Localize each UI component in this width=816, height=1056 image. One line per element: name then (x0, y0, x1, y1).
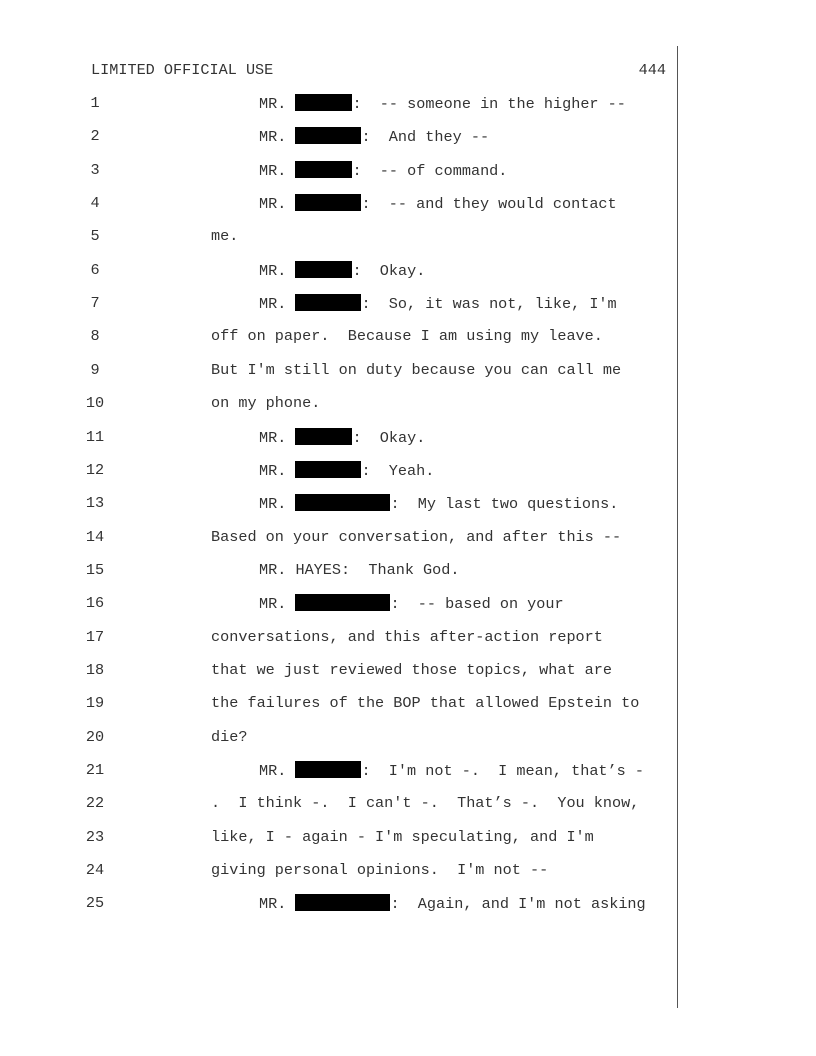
right-margin-rule (677, 46, 678, 1008)
line-text: : Okay. (352, 262, 426, 280)
line-number: 15 (85, 561, 105, 579)
speaker-prefix: MR. (259, 495, 287, 513)
speaker-prefix: MR. (259, 462, 287, 480)
redaction-box (295, 428, 352, 445)
line-text: MR. HAYES: Thank God. (259, 561, 460, 579)
page-number: 444 (638, 61, 666, 79)
line-number: 11 (85, 428, 105, 446)
speaker-prefix: MR. (259, 262, 287, 280)
speaker-prefix: MR. (259, 162, 287, 180)
line-text: the failures of the BOP that allowed Epstein to (211, 694, 640, 712)
transcript-line (211, 227, 238, 245)
line-text: : Yeah. (361, 462, 435, 480)
line-number: 1 (90, 94, 100, 112)
line-text: giving personal opinions. I'm not -- (211, 861, 549, 879)
line-text: Based on your conversation, and after this -- (211, 528, 622, 546)
redaction-box (295, 494, 390, 511)
line-text: : -- of command. (352, 162, 508, 180)
line-text: like, I - again - I'm speculating, and I'm (211, 828, 594, 846)
line-text: : I'm not -. I mean, that’s - (361, 762, 645, 780)
transcript-line (259, 127, 489, 146)
line-number: 8 (90, 327, 100, 345)
redaction-box (295, 161, 352, 178)
transcript-line (211, 694, 639, 712)
line-number: 23 (85, 828, 105, 846)
speaker-prefix: MR. (259, 195, 287, 213)
transcript-line (259, 594, 564, 613)
line-text: : My last two questions. (390, 495, 619, 513)
transcript-line (259, 561, 460, 579)
redaction-box (295, 94, 352, 111)
header-classification: LIMITED OFFICIAL USE (91, 61, 274, 79)
line-number: 2 (90, 127, 100, 145)
line-text: conversations, and this after-action report (211, 628, 603, 646)
line-number: 22 (85, 794, 105, 812)
speaker-prefix: MR. (259, 295, 287, 313)
line-number: 9 (90, 361, 100, 379)
line-number: 18 (85, 661, 105, 679)
transcript-line (259, 494, 618, 513)
redaction-box (295, 594, 390, 611)
redaction-box (295, 194, 361, 211)
transcript-line (259, 428, 425, 447)
speaker-prefix: MR. (259, 128, 287, 146)
transcript-line (259, 161, 507, 180)
transcript-line (211, 828, 594, 846)
redaction-box (295, 261, 352, 278)
redaction-box (295, 761, 361, 778)
line-number: 5 (90, 227, 100, 245)
transcript-line (211, 861, 548, 879)
line-text: : Okay. (352, 429, 426, 447)
line-number: 14 (85, 528, 105, 546)
transcript-line (211, 327, 603, 345)
speaker-prefix: MR. (259, 595, 287, 613)
redaction-box (295, 127, 361, 144)
line-text: : -- based on your (390, 595, 564, 613)
transcript-line (259, 894, 646, 913)
transcript-line (259, 294, 617, 313)
redaction-box (295, 294, 361, 311)
line-text: But I'm still on duty because you can call me (211, 361, 622, 379)
line-text: me. (211, 227, 239, 245)
line-text: : So, it was not, like, I'm (361, 295, 617, 313)
line-text: that we just reviewed those topics, what are (211, 661, 613, 679)
speaker-prefix: MR. (259, 429, 287, 447)
transcript-line (259, 194, 617, 213)
line-number: 19 (85, 694, 105, 712)
redaction-box (295, 894, 390, 911)
line-text: : And they -- (361, 128, 490, 146)
transcript-line (211, 794, 639, 812)
speaker-prefix: MR. (259, 895, 287, 913)
transcript-line (259, 94, 626, 113)
transcript-line (259, 261, 425, 280)
speaker-prefix: MR. (259, 95, 287, 113)
line-text: . I think -. I can't -. That’s -. You know, (211, 794, 640, 812)
line-number: 6 (90, 261, 100, 279)
redaction-box (295, 461, 361, 478)
line-number: 20 (85, 728, 105, 746)
speaker-prefix: MR. (259, 762, 287, 780)
line-text: on my phone. (211, 394, 321, 412)
transcript-line (259, 461, 434, 480)
transcript-line (211, 528, 621, 546)
line-number: 25 (85, 894, 105, 912)
transcript-line (211, 628, 603, 646)
line-text: die? (211, 728, 248, 746)
transcript-line (259, 761, 644, 780)
transcript-line (211, 728, 247, 746)
line-number: 3 (90, 161, 100, 179)
line-text: : -- someone in the higher -- (352, 95, 626, 113)
line-number: 16 (85, 594, 105, 612)
line-number: 10 (85, 394, 105, 412)
transcript-line (211, 361, 621, 379)
line-number: 24 (85, 861, 105, 879)
line-number: 7 (90, 294, 100, 312)
line-number: 4 (90, 194, 100, 212)
transcript-line (211, 394, 320, 412)
transcript-line (211, 661, 612, 679)
line-number: 12 (85, 461, 105, 479)
line-number: 17 (85, 628, 105, 646)
line-text: : -- and they would contact (361, 195, 617, 213)
line-text: off on paper. Because I am using my leave. (211, 327, 603, 345)
line-text: : Again, and I'm not asking (390, 895, 646, 913)
line-number: 13 (85, 494, 105, 512)
line-number: 21 (85, 761, 105, 779)
